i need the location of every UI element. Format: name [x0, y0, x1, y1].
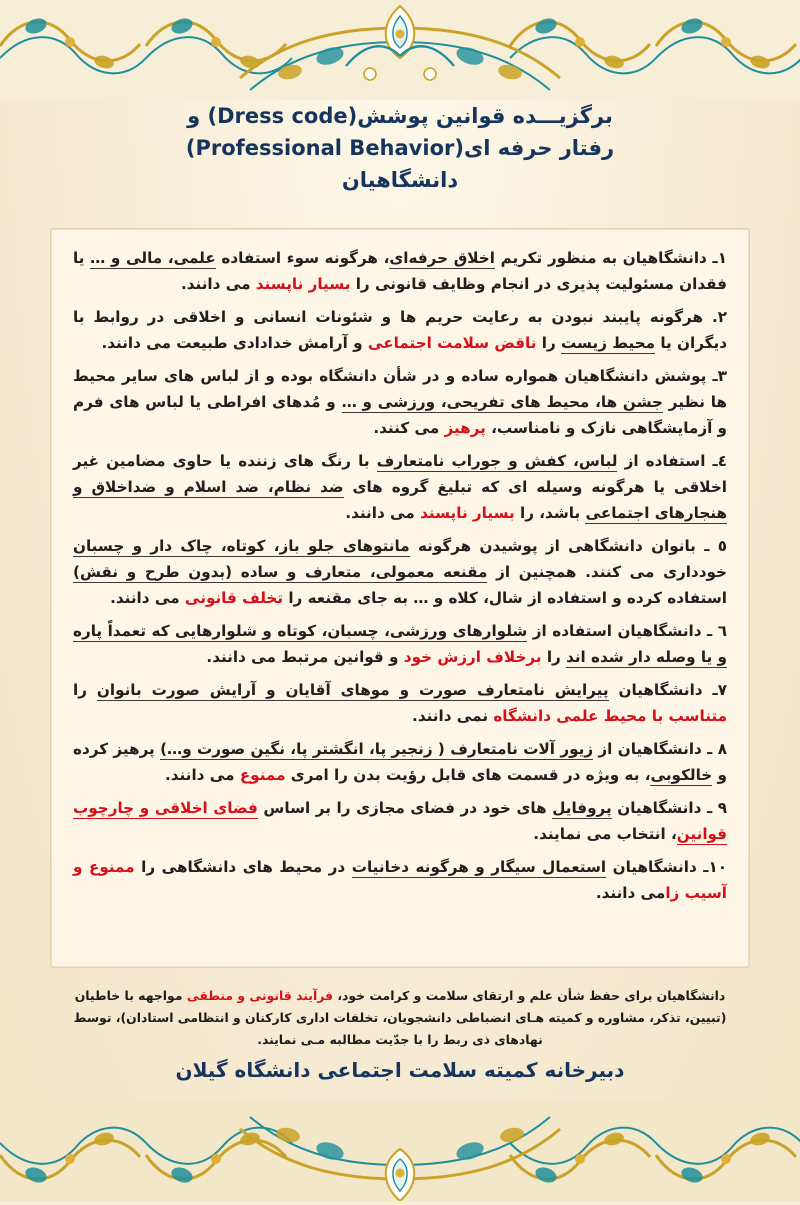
rule-text-segment: دانشگاهیان برای حفظ شأن علم و ارتقای سلامت و کرامت خود،: [333, 988, 726, 1003]
rule-text-segment: با رنگ های زننده یا حاوی مضامین غیر اخلاقی یا هرگونه وسیله ای که تبلیغ گروه های: [73, 452, 727, 496]
rule-text-segment: پرهیز: [444, 419, 486, 437]
rule-text-segment: مواجهه با خاطیان (تبیین، تذکر، مشاوره و کمیته هـای انضباطی دانشجویان، تخلفات اداری کارکنان و انتظامی استادان)، توسط نهادهای ذی ربط را با جدّیت مطالبه مـی نمایند.: [73, 988, 727, 1047]
rule-text-segment: و قوانین مرتبط می دانند.: [206, 648, 404, 666]
rule-text-segment: پروفایل: [552, 799, 612, 817]
rule-text-segment: یا فقدان مسئولیت پذیری در انجام وظایف قانونی را: [73, 249, 727, 293]
rule-text-segment: ناقض سلامت اجتماعی: [367, 334, 537, 352]
rule-text-segment: می دانند.: [345, 504, 421, 522]
rule-text-segment: های خود در فضای مجازی را بر اساس: [257, 799, 553, 817]
rule-item: [73, 533, 727, 611]
rule-text-segment: می دانند.: [165, 766, 240, 784]
rule-text-segment: مقنعه معمولی، متعارف و ساده (بدون طرح و نقش): [73, 563, 488, 581]
signature-line: دبیرخانه کمیته سلامت اجتماعی دانشگاه گیلان: [175, 1058, 625, 1082]
rule-text-segment: باشد، را: [514, 504, 586, 522]
rule-text-segment: می کنند.: [373, 419, 445, 437]
rule-text-segment: هرگونه پایبند نبودن به رعایت حریم ها و شئونات انسانی و اخلاقی در روابط با دیگران یا: [73, 308, 727, 352]
rule-text-segment: استفاده کرده و استفاده از شال، کلاه و … به جای مقنعه را: [283, 589, 727, 607]
rule-text-segment: ، به ویژه در قسمت های قابل رؤیت بدن را امری: [285, 766, 651, 784]
rule-text-segment: و آرامش خدادادی طبیعت می دانند.: [101, 334, 368, 352]
rule-number: ۱۰ـ: [703, 858, 727, 876]
rule-text-segment: می دانند.: [595, 884, 666, 902]
rule-text-segment: دانشگاهیان: [606, 858, 704, 876]
rule-text-segment: علمی، مالی و …: [90, 249, 216, 267]
rule-text-segment: تخلف قانونی: [184, 589, 284, 607]
top-ornament-decoration: [0, 0, 800, 100]
rule-text-segment: ، انتخاب می نمایند.: [533, 825, 677, 843]
rule-text-segment: ، هرگونه سوء استفاده: [215, 249, 390, 267]
rule-item: [73, 618, 727, 670]
rule-text-segment: دانشگاهیان از: [593, 740, 708, 758]
rule-text-segment: پرهیز کرده و: [73, 740, 727, 784]
rule-text-segment: فضای اخلاقی و چارچوب قوانین: [73, 799, 727, 843]
bottom-ornament-decoration: [0, 1101, 800, 1201]
rule-text-segment: در محیط های دانشگاهی را: [134, 858, 352, 876]
rule-text-segment: فرآیند قانونی و منطقی: [186, 988, 334, 1003]
rule-text-segment: نمی دانند.: [412, 707, 494, 725]
rule-item: [73, 795, 727, 847]
rule-text-segment: و مُدهای افراطی یا لباس های فرم و آزمایشگاهی نازک و نامناسب،: [73, 393, 727, 437]
rule-text-segment: محیط زیست: [560, 334, 656, 352]
rules-panel: [50, 228, 750, 968]
rule-text-segment: پیرایش نامتعارف صورت و موهای آقایان و آرایش صورت بانوان: [96, 681, 609, 699]
rule-number: ۷ـ: [712, 681, 727, 699]
rule-text-segment: بسیار ناپسند: [255, 275, 351, 293]
rule-number: ۲.: [711, 308, 727, 326]
rule-text-segment: استعمال سیگار و هرگونه دخانیات: [351, 858, 607, 876]
rule-text-segment: می دانند.: [110, 589, 185, 607]
rule-item: [73, 677, 727, 729]
rule-text-segment: بانوان دانشگاهی از پوشیدن هرگونه: [409, 537, 705, 555]
rule-item: [73, 363, 727, 441]
rule-text-segment: ممنوع: [239, 766, 286, 784]
rule-text-segment: خودداری می کنند. همچنین از: [487, 563, 727, 581]
rule-number: ۹ ـ: [706, 799, 728, 817]
title-line-2: رفتار حرفه ای(Professional Behavior): [185, 136, 615, 160]
rule-text-segment: ضد نظام، ضد اسلام و ضداخلاق و هنجارهای اجتماعی: [73, 478, 727, 522]
rule-text-segment: را: [73, 681, 97, 699]
rule-number: ۸ ـ: [707, 740, 727, 758]
rule-text-segment: لباس، کفش و جوراب نامتعارف: [376, 452, 618, 470]
rule-text-segment: استفاده از: [617, 452, 713, 470]
rule-item: [73, 854, 727, 906]
rule-text-segment: را: [541, 648, 567, 666]
rule-text-segment: زیور آلات نامتعارف ( زنجیر پا، انگشتر پا، نگین صورت و…): [160, 740, 594, 758]
rule-item: [73, 736, 727, 788]
rule-number: ۳ـ: [712, 367, 727, 385]
rule-number: ٥ ـ: [704, 537, 727, 555]
rule-number: ٤ـ: [712, 452, 728, 470]
rule-text-segment: پوشش دانشگاهیان همواره ساده و در شأن دانشگاه بوده و از لباس های سایر محیط ها نظیر: [73, 367, 727, 411]
title-line-1: برگزیـــده قوانین پوشش(Dress code) و: [187, 104, 613, 128]
rule-text-segment: ممنوع و آسیب زا: [73, 858, 727, 902]
document-title: [0, 100, 800, 196]
title-line-3: دانشگاهیان: [341, 168, 459, 192]
rule-text-segment: را: [536, 334, 561, 352]
rule-number: ٦ ـ: [707, 622, 728, 640]
rule-item: [73, 448, 727, 526]
rule-item: [73, 245, 727, 297]
rule-number: ۱ـ: [712, 249, 727, 267]
rule-text-segment: اخلاق حرفه‌ای: [389, 249, 495, 267]
rules-list: [73, 245, 727, 906]
rule-text-segment: برخلاف ارزش خود: [403, 648, 542, 666]
footnote-text: [60, 985, 740, 1051]
rule-text-segment: دانشگاهیان به منظور تکریم: [494, 249, 713, 267]
rule-text-segment: جشن ها، محیط های تفریحی، ورزشی و …: [341, 393, 663, 411]
rule-text-segment: شلوارهای ورزشی، چسبان، کوتاه و شلوارهایی که تعمداً پاره و یا وصله دار شده اند: [73, 622, 727, 666]
rule-text-segment: دانشگاهیان: [611, 799, 707, 817]
rule-item: [73, 304, 727, 356]
rule-text-segment: مانتوهای جلو باز، کوتاه، چاک دار و چسبان: [73, 537, 410, 555]
rule-text-segment: متناسب با محیط علمی دانشگاه: [493, 707, 727, 725]
rule-text-segment: می دانند.: [180, 275, 256, 293]
rule-text-segment: دانشگاهیان استفاده از: [527, 622, 708, 640]
rule-text-segment: دانشگاهیان: [608, 681, 713, 699]
rule-text-segment: بسیار ناپسند: [420, 504, 515, 522]
rule-text-segment: خالکوبی: [650, 766, 713, 784]
